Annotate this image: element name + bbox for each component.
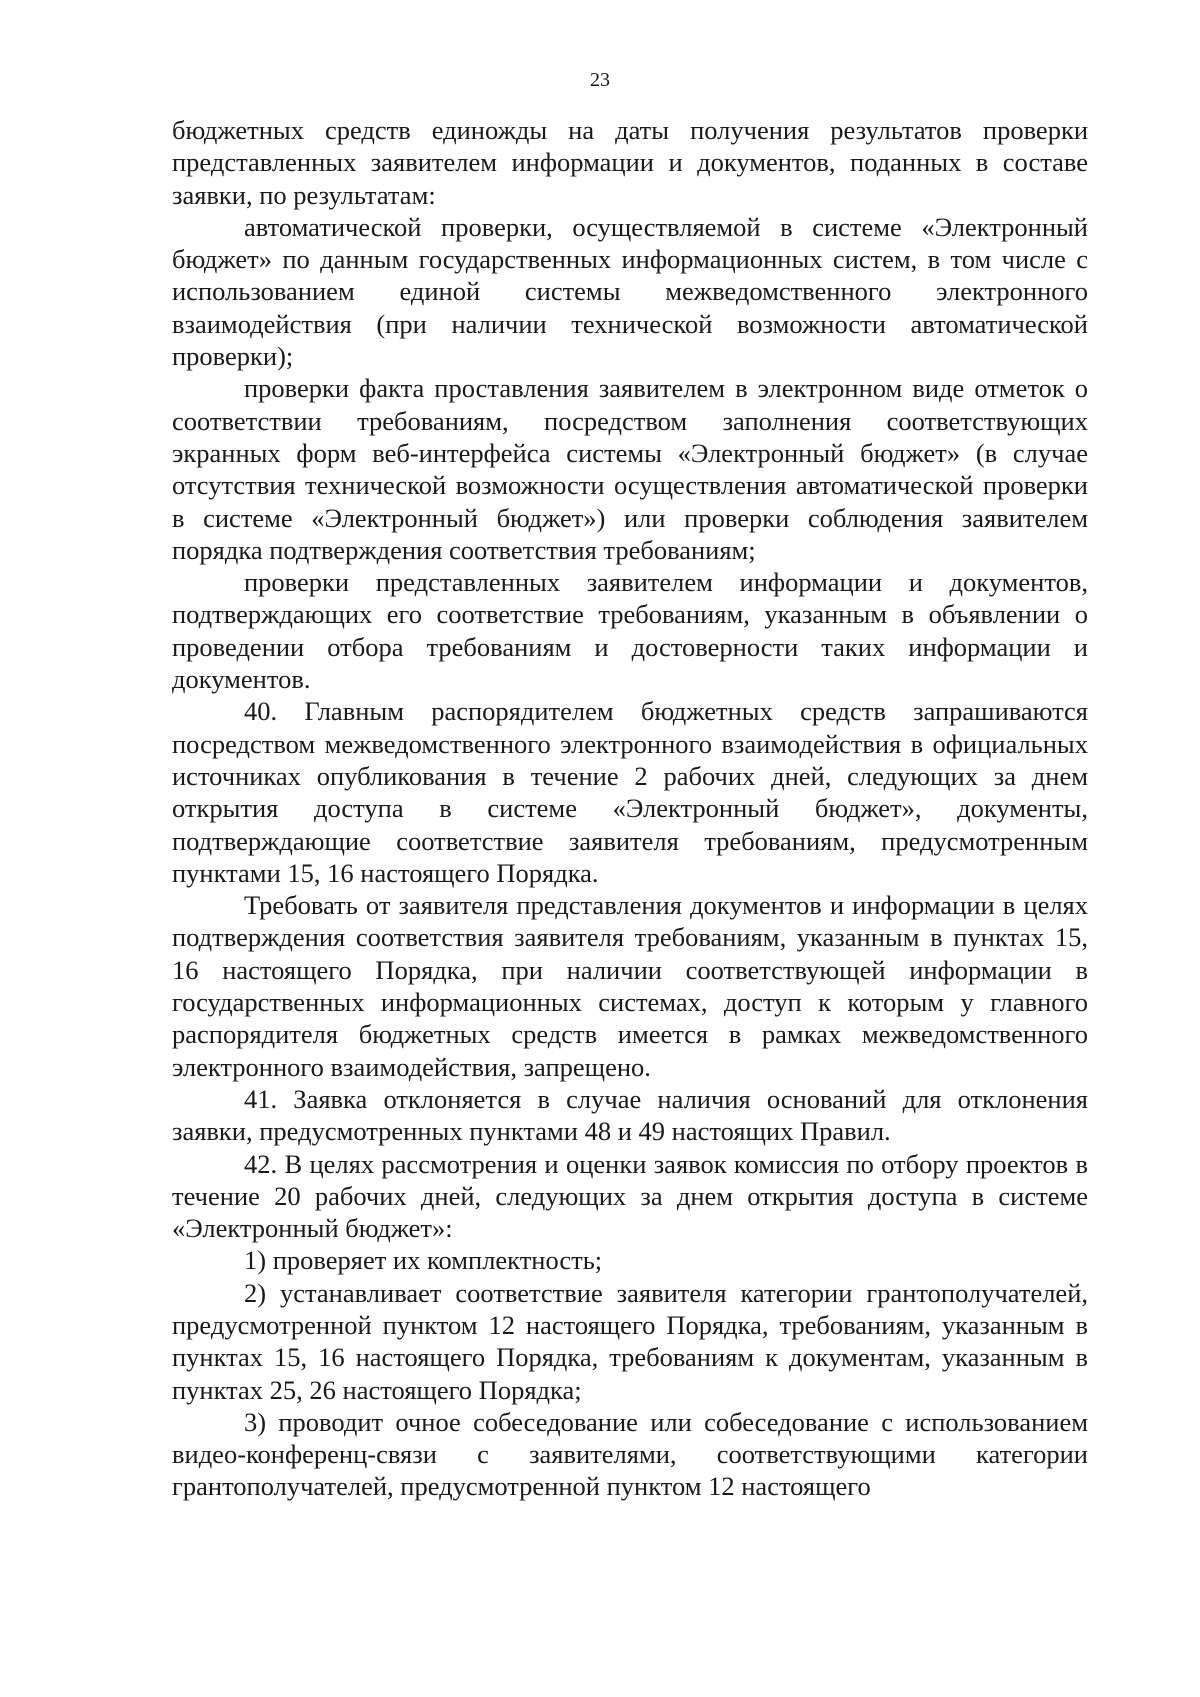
document-body — [172, 114, 1088, 1503]
list-item-1: 1) проверяет их комплектность; — [244, 1245, 603, 1276]
page-number: 23 — [590, 69, 610, 91]
paragraph-marks-check: проверки факта проставления заявителем в электронном виде отметок о соответствии требованиям, посредством заполнения соответствующих экранных форм веб-интерфейса системы «Электронный бюджет» (в случае отсутствия технической возможности осуществления автоматической проверки в системе «Электронный бюджет») или проверки соблюдения заявителем порядка подтверждения соответствия требованиям; — [172, 373, 1088, 565]
list-item-3: 3) проводит очное собеседование или собеседование с использованием видео-конференц-связи с заявителями, соответствующими категории грантополучателей, предусмотренной пунктом 12 настоящего — [172, 1406, 1088, 1502]
paragraph-automatic-check: автоматической проверки, осуществляемой в системе «Электронный бюджет» по данным государственных информационных систем, в том числе с использованием единой системы межведомственного электронного взаимодействия (при наличии технической возможности автоматической проверки); — [172, 211, 1088, 372]
paragraph-prohibition: Требовать от заявителя представления документов и информации в целях подтверждения соответствия заявителя требованиям, указанным в пунктах 15, 16 настоящего Порядка, при наличии соответствующей информации в государственных информационных системах, доступ к которым у главного распорядителя бюджетных средств имеется в рамках межведомственного электронного взаимодействия, запрещено. — [172, 890, 1088, 1082]
paragraph-item-40: 40. Главным распорядителем бюджетных средств запрашиваются посредством межведомственного электронного взаимодействия в официальных источниках опубликования в течение 2 рабочих дней, следующих за днем открытия доступа в системе «Электронный бюджет», документы, подтверждающие соответствие заявителя требованиям, предусмотренным пунктами 15, 16 настоящего Порядка. — [172, 696, 1088, 888]
paragraph-documents-check: проверки представленных заявителем информации и документов, подтверждающих его соответствие требованиям, указанным в объявлении о проведении отбора требованиям и достоверности таких информации и документов. — [172, 567, 1088, 695]
paragraph-item-42: 42. В целях рассмотрения и оценки заявок комиссия по отбору проектов в течение 20 рабочих дней, следующих за днем открытия доступа в системе «Электронный бюджет»: — [172, 1148, 1088, 1244]
list-item-2: 2) устанавливает соответствие заявителя категории грантополучателей, предусмотренной пунктом 12 настоящего Порядка, требованиям, указанным в пунктах 15, 16 настоящего Порядка, требованиям к документам, указанным в пунктах 25, 26 настоящего Порядка; — [172, 1277, 1088, 1405]
paragraph-item-41: 41. Заявка отклоняется в случае наличия оснований для отклонения заявки, предусмотренных пунктами 48 и 49 настоящих Правил. — [172, 1083, 1088, 1147]
paragraph-continuation: бюджетных средств единожды на даты получения результатов проверки представленных заявителем информации и документов, поданных в составе заявки, по результатам: — [172, 115, 1088, 210]
